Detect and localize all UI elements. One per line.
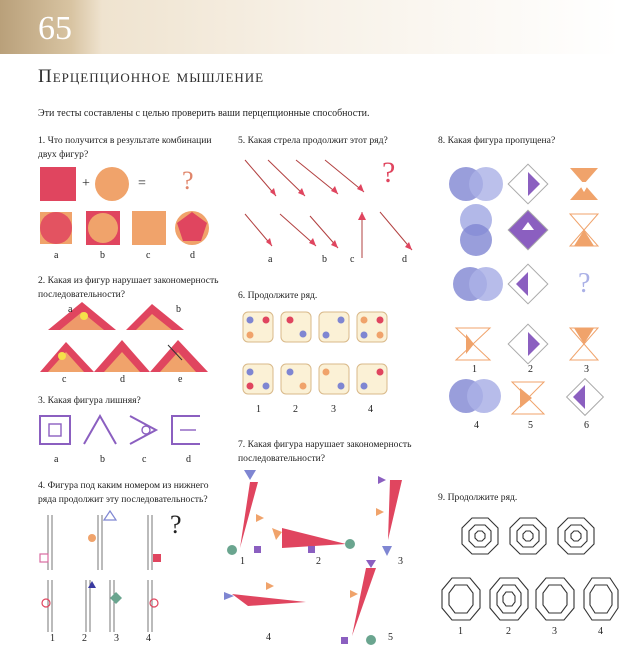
q1-option-b xyxy=(86,211,120,245)
q9-label-1: 1 xyxy=(458,626,463,637)
question-2: 2. Какая из фигур нарушает закономерность последовательности? xyxy=(38,275,219,300)
q1-question-mark: ? xyxy=(182,166,194,195)
question-3: 3. Какая фигура лишняя? xyxy=(38,395,141,406)
q6-label-3: 3 xyxy=(331,404,336,415)
q7-label-2: 2 xyxy=(316,556,321,567)
q3-figure-c xyxy=(130,416,156,444)
question-5: 5. Какая стрела продолжит этот ряд? xyxy=(238,135,388,146)
q3-label-b: b xyxy=(100,454,105,465)
question-8: 8. Какая фигура пропущена? xyxy=(438,135,556,146)
q8-label-1: 1 xyxy=(472,364,477,375)
q4-label-3: 3 xyxy=(114,633,119,644)
q4-figures xyxy=(48,515,152,632)
q7-label-5: 5 xyxy=(388,632,393,643)
q9-label-2: 2 xyxy=(506,626,511,637)
page-title: Перцепционное мышление xyxy=(38,66,265,87)
q1-option-d xyxy=(175,211,209,245)
question-4: 4. Фигура под каким номером из нижнего ряда продолжит эту последовательность? xyxy=(38,480,209,505)
q6-label-4: 4 xyxy=(368,404,373,415)
q2-label-a: a xyxy=(68,304,73,315)
q8-label-2: 2 xyxy=(528,364,533,375)
q1-option-c xyxy=(132,211,166,245)
q8-question-mark: ? xyxy=(578,268,591,299)
q4-label-4: 4 xyxy=(146,633,151,644)
q2-figures xyxy=(40,302,208,372)
q8-label-6: 6 xyxy=(584,420,589,431)
q2-label-d: d xyxy=(120,374,125,385)
q1-label-d: d xyxy=(190,250,195,261)
q3-label-c: c xyxy=(142,454,147,465)
q1-label-a: a xyxy=(54,250,59,261)
q4-label-1: 1 xyxy=(50,633,55,644)
q7-label-1: 1 xyxy=(240,556,245,567)
q7-label-4: 4 xyxy=(266,632,271,643)
q3-figure-a xyxy=(40,416,70,444)
q9-label-4: 4 xyxy=(598,626,603,637)
question-6: 6. Продолжите ряд. xyxy=(238,290,318,301)
q6-label-2: 2 xyxy=(293,404,298,415)
q1-label-c: c xyxy=(146,250,151,261)
q3-label-a: a xyxy=(54,454,59,465)
question-7: 7. Какая фигура нарушает закономерность последовательности? xyxy=(238,439,412,464)
question-1: 1. Что получится в результате комбинации двух фигур? xyxy=(38,135,212,160)
q5-label-a: a xyxy=(268,254,273,265)
q4-question-mark: ? xyxy=(170,510,182,539)
q3-label-d: d xyxy=(186,454,191,465)
q3-figures xyxy=(40,416,200,444)
q5-label-b: b xyxy=(322,254,327,265)
q1-option-a xyxy=(40,212,72,244)
q9-label-3: 3 xyxy=(552,626,557,637)
q8-label-4: 4 xyxy=(474,420,479,431)
question-9: 9. Продолжите ряд. xyxy=(438,492,518,503)
page-number: 65 xyxy=(38,10,72,47)
q5-label-c: c xyxy=(350,254,355,265)
q6-figures xyxy=(243,312,387,394)
q8-label-5: 5 xyxy=(528,420,533,431)
plus-sign: + xyxy=(82,176,90,191)
q2-label-e: e xyxy=(178,374,183,385)
equals-sign: = xyxy=(138,176,146,191)
q1-circle xyxy=(95,167,129,201)
q1-square xyxy=(40,167,76,201)
q2-label-b: b xyxy=(176,304,181,315)
q9-figures xyxy=(442,518,618,620)
q7-figures xyxy=(224,470,402,645)
q5-label-d: d xyxy=(402,254,407,265)
q4-label-2: 2 xyxy=(82,633,87,644)
q3-figure-b xyxy=(84,416,116,444)
q7-label-3: 3 xyxy=(398,556,403,567)
q8-label-3: 3 xyxy=(584,364,589,375)
q5-question-mark: ? xyxy=(382,156,396,189)
intro-text: Эти тесты составлены с целью проверить ваши перцепционные способности. xyxy=(38,108,370,119)
q2-label-c: c xyxy=(62,374,67,385)
q1-label-b: b xyxy=(100,250,105,261)
q6-label-1: 1 xyxy=(256,404,261,415)
